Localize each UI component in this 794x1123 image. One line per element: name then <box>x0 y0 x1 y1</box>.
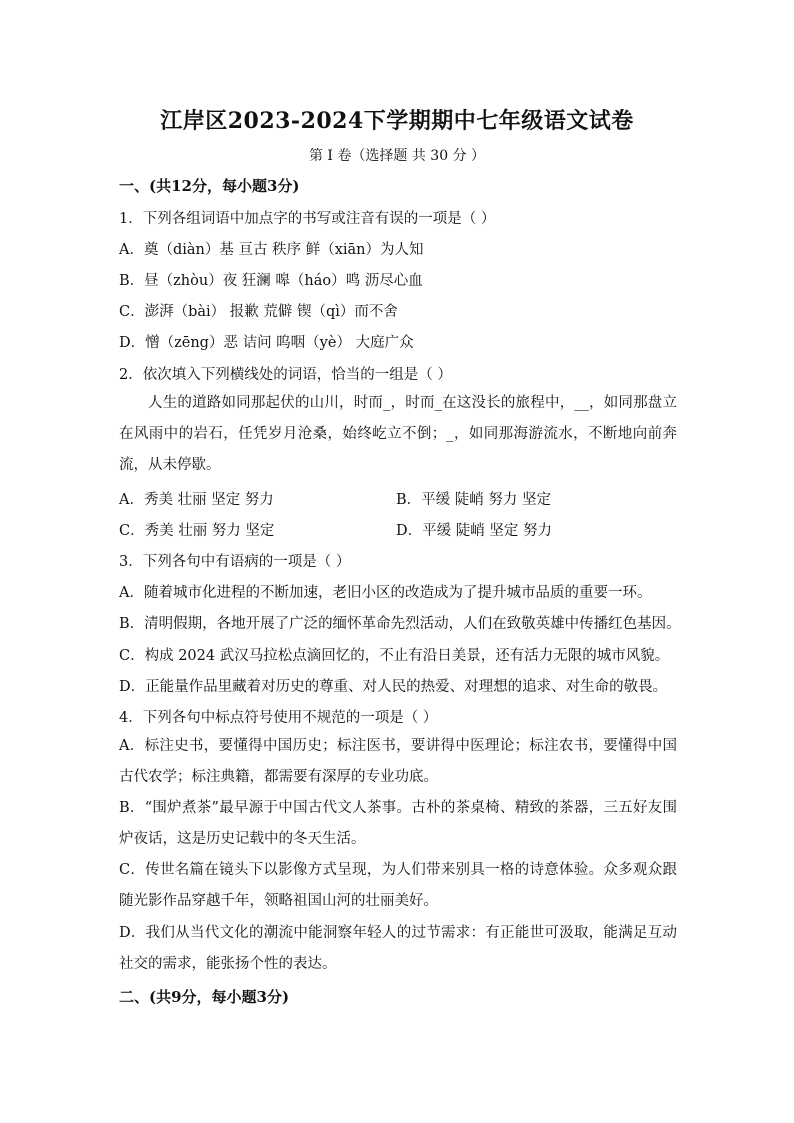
question-2-option-c: C．秀美 壮丽 努力 坚定 <box>119 523 275 539</box>
page-title: 江岸区2023-2024下学期期中七年级语文试卷 <box>160 108 634 134</box>
question-2-passage: 人生的道路如同那起伏的山川，时而_，时而_在这没长的旅程中，__，如同那盘立在风雨中的岩石，任凭岁月沧桑，始终屹立不倒；_，如同那海游流水，不断地向前奔流，从未停歇。 <box>119 395 677 473</box>
question-2-option-d: D．平缓 陡峭 坚定 努力 <box>396 523 552 539</box>
question-1-option-c: C．澎湃（bài） 报歉 荒僻 锲（qì）而不舍 <box>119 304 398 320</box>
question-4-option-a: A．标注史书，要懂得中国历史；标注医书，要讲得中医理论；标注农书，要懂得中国古代农学；标注典籍，都需要有深厚的专业功底。 <box>119 738 677 785</box>
question-1-option-b: B．昼（zhòu）夜 狂澜 嗥（háo）鸣 沥尽心血 <box>119 273 423 289</box>
question-3-option-c: C．构成 2024 武汉马拉松点滴回忆的，不止有沿日美景，还有活力无限的城市风貌。 <box>119 648 670 664</box>
question-1-option-d: D．憎（zēng）恶 诘问 呜咽（yè） 大庭广众 <box>119 335 414 351</box>
question-3-stem: 3．下列各句中有语病的一项是（ ） <box>119 554 351 570</box>
question-3-option-a: A．随着城市化进程的不断加速，老旧小区的改造成为了提升城市品质的重要一环。 <box>119 585 652 601</box>
question-2-stem: 2．依次填入下列横线处的词语，恰当的一组是（ ） <box>119 367 452 383</box>
section-heading-2: 二、(共9分，每小题3分) <box>119 988 290 1006</box>
question-3-option-d: D．正能量作品里藏着对历史的尊重、对人民的热爱、对理想的追求、对生命的敬畏。 <box>119 679 668 695</box>
question-4-option-c: C．传世名篇在镜头下以影像方式呈现，为人们带来别具一格的诗意体验。众多观众跟随光影作品穿越千年，领略祖国山河的壮丽美好。 <box>119 862 677 909</box>
question-1-option-a: A．奠（diàn）基 亘古 秩序 鲜（xiān）为人知 <box>119 242 424 258</box>
page-subtitle: 第 I 卷（选择题 共 30 分 ） <box>308 148 486 164</box>
question-4-option-d: D．我们从当代文化的潮流中能洞察年轻人的过节需求：有正能世可汲取，能满足互动社交的需求，能张扬个性的表达。 <box>119 925 677 972</box>
question-1-stem: 1．下列各组词语中加点字的书写或注音有误的一项是（ ） <box>119 211 496 227</box>
section-heading-1: 一、(共12分，每小题3分) <box>119 177 300 195</box>
question-4-stem: 4．下列各句中标点符号使用不规范的一项是（ ） <box>119 710 438 726</box>
question-2-option-b: B．平缓 陡峭 努力 坚定 <box>396 492 551 508</box>
question-3-option-b: B．清明假期，各地开展了广泛的缅怀革命先烈活动，人们在致敬英雄中传播红色基因。 <box>119 616 681 632</box>
question-4-option-b: B．“围炉煮茶”最早源于中国古代文人茶事。古朴的茶桌椅、精致的茶器，三五好友围炉夜话，这是历史记载中的冬天生活。 <box>119 800 677 847</box>
question-2-option-a: A．秀美 壮丽 坚定 努力 <box>119 492 274 508</box>
